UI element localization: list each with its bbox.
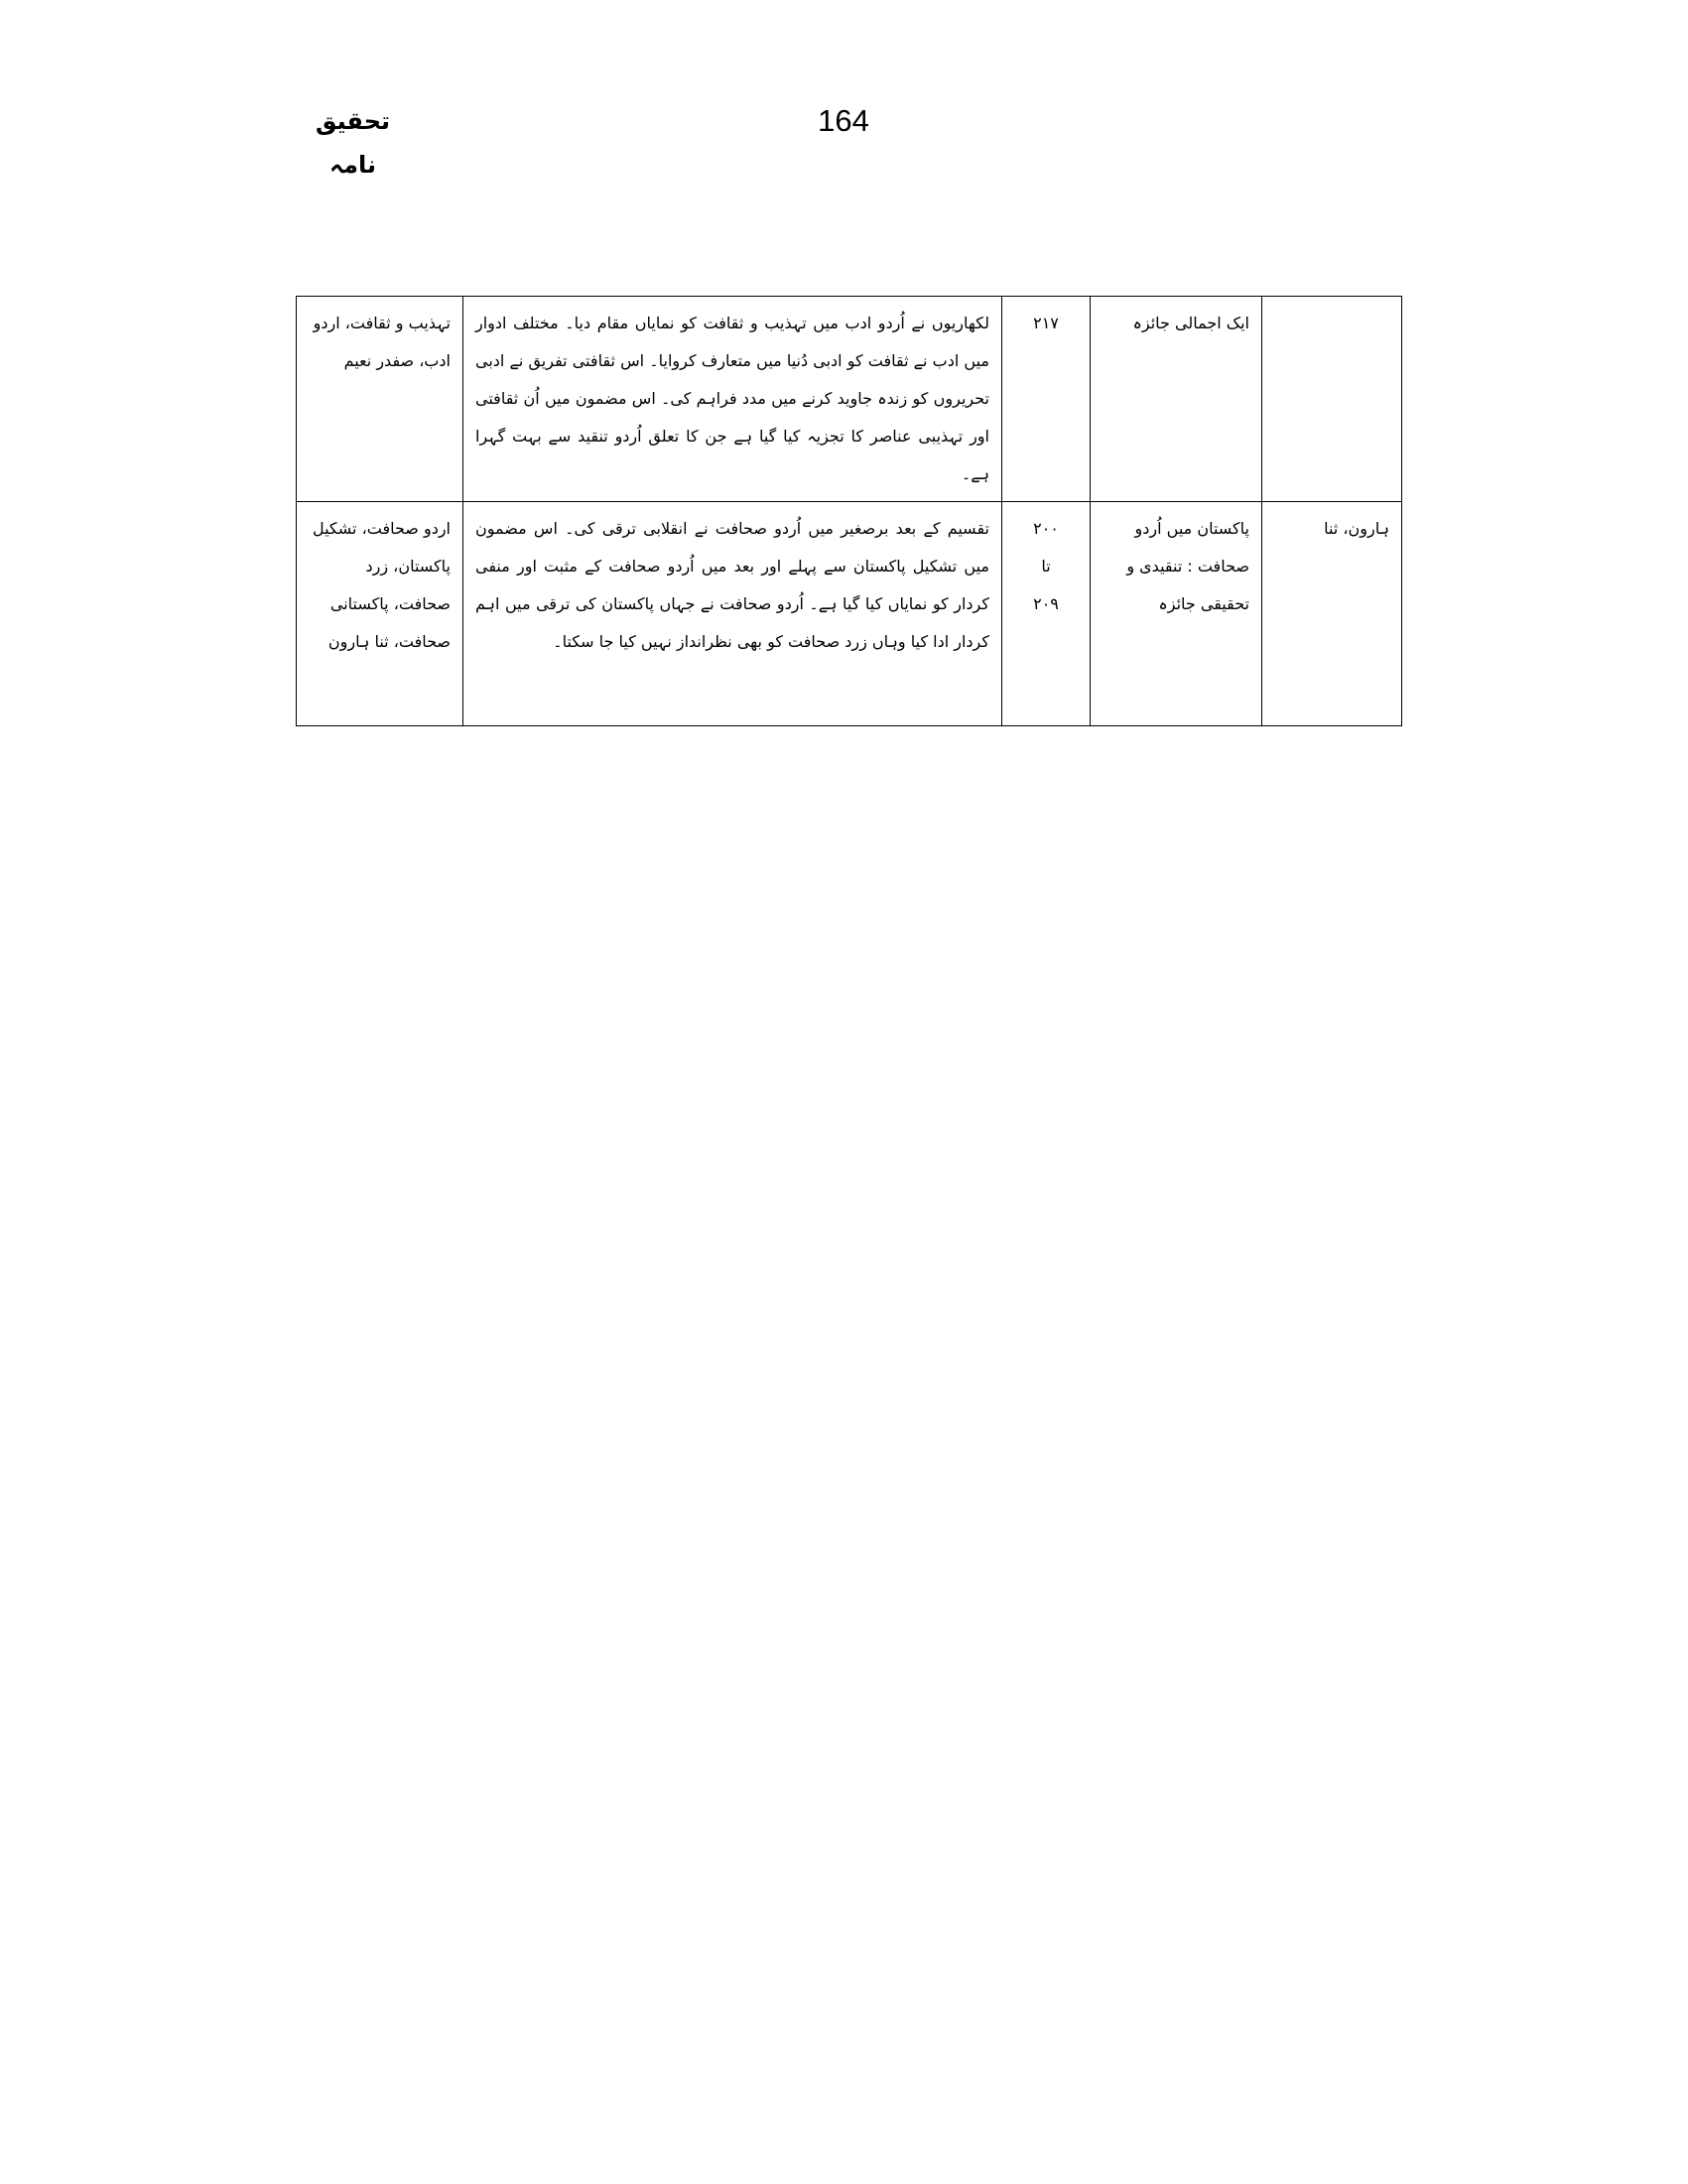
journal-name: تحقیق نامہ	[315, 107, 390, 179]
page-range-start: ۲۱۷	[1033, 314, 1059, 332]
summary-cell: تقسیم کے بعد برصغیر میں اُردو صحافت نے انقلابی ترقی کی۔ اس مضمون میں تشکیل پاکستان سے پہلے اور بعد میں اُردو صحافت کے مثبت اور منفی کردار کو نمایاں کیا گیا ہے۔ اُردو صحافت نے جہاں پاکستان کی ترقی میں اہم کردار ادا کیا وہاں زرد صحافت کو بھی نظرانداز نہیں کیا جا سکتا۔	[463, 502, 1002, 726]
author-cell	[1262, 297, 1402, 502]
article-table	[296, 296, 1402, 726]
title-cell: پاکستان میں اُردو صحافت : تنقیدی و تحقیقی جائزہ	[1091, 502, 1262, 726]
pages-cell	[1002, 502, 1091, 726]
title-cell: ایک اجمالی جائزہ	[1091, 297, 1262, 502]
page-range-separator: تا	[1041, 557, 1051, 576]
keywords-cell: اردو صحافت، تشکیل پاکستان، زرد صحافت، پاکستانی صحافت، ثنا ہارون	[297, 502, 463, 726]
page-number: 164	[818, 103, 869, 138]
table-row	[297, 297, 1402, 502]
summary-cell: لکھاریوں نے اُردو ادب میں تہذیب و ثقافت کو نمایاں مقام دیا۔ مختلف ادوار میں ادب نے ثقافت کو ادبی دُنیا میں متعارف کروایا۔ اس ثقافتی تفریق نے ادبی تحریروں کو زندہ جاوید کرنے میں مدد فراہم کی۔ اس مضمون میں اُن ثقافتی اور تہذیبی عناصر کا تجزیہ کیا گیا ہے جن کا تعلق اُردو تنقید سے بہت گہرا ہے۔	[463, 297, 1002, 502]
keywords-cell: تہذیب و ثقافت، اردو ادب، صفدر نعیم	[297, 297, 463, 502]
pages-cell	[1002, 297, 1091, 502]
page-range-start: ۲۰۰	[1033, 519, 1059, 538]
author-cell: ہارون، ثنا	[1262, 502, 1402, 726]
page-range-end: ۲۰۹	[1033, 594, 1059, 613]
table-row	[297, 502, 1402, 726]
